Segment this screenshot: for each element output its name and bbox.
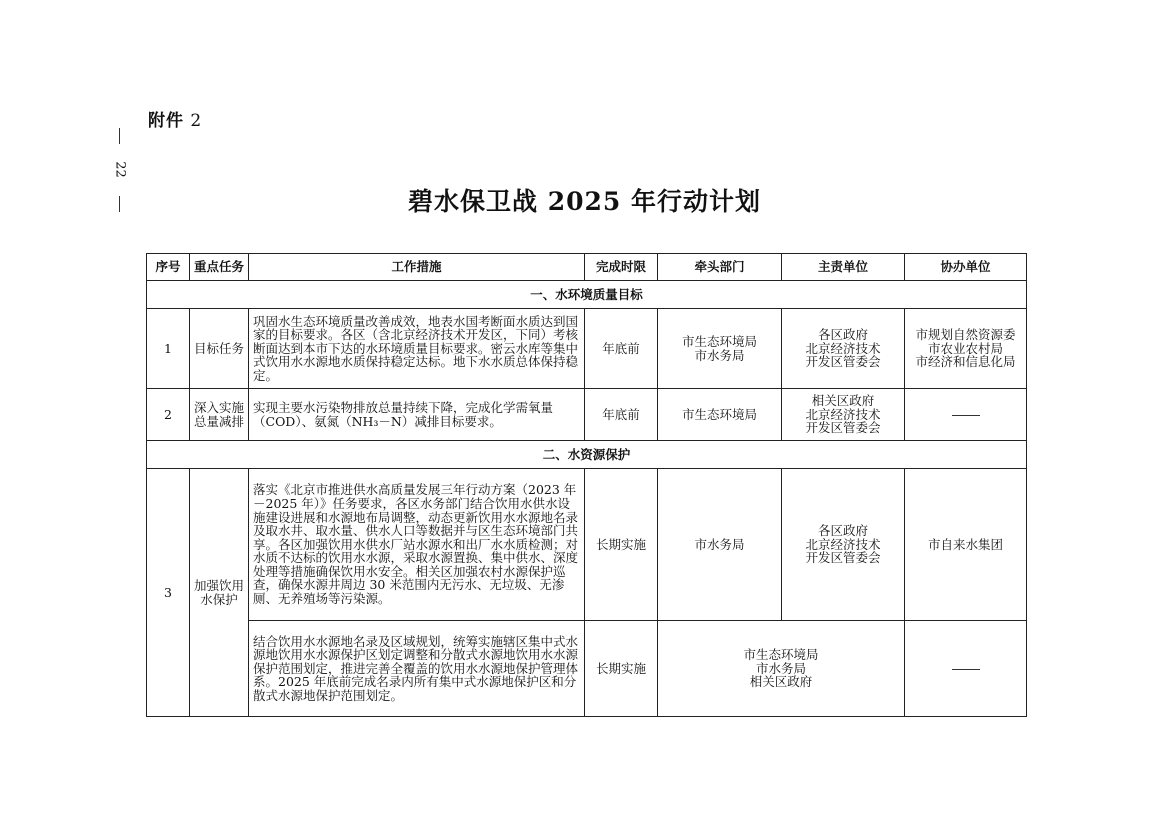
action-plan-table: [146, 253, 1027, 717]
table-row: [147, 469, 1027, 621]
header-measure: 工作措施: [249, 254, 585, 281]
cell-assist: 市自来水集团: [905, 469, 1027, 621]
cell-assist: 市规划自然资源委 市农业农村局 市经济和信息化局: [905, 309, 1027, 389]
page-number-top-rule: [119, 128, 120, 144]
section-row: [147, 441, 1027, 469]
cell-assist: [905, 389, 1027, 441]
cell-main: 各区政府 北京经济技术 开发区管委会: [782, 309, 905, 389]
table-row: [147, 621, 1027, 717]
cell-no: 1: [147, 309, 190, 389]
cell-task: 深入实施总量减排: [190, 389, 249, 441]
cell-main: 各区政府 北京经济技术 开发区管委会: [782, 469, 905, 621]
cell-lead-main: 市生态环境局 市水务局 相关区政府: [658, 621, 905, 717]
cell-deadline: 年底前: [585, 309, 658, 389]
cell-assist: [905, 621, 1027, 717]
table-row: [147, 309, 1027, 389]
header-lead: 牵头部门: [658, 254, 782, 281]
section-title: 二、水资源保护: [147, 441, 1027, 469]
empty-dash: [952, 669, 980, 670]
cell-lead: 市水务局: [658, 469, 782, 621]
cell-deadline: 年底前: [585, 389, 658, 441]
annex-prefix: 附件: [148, 111, 184, 131]
header-no: 序号: [147, 254, 190, 281]
cell-measure: 实现主要水污染物排放总量持续下降，完成化学需氧量（COD）、氨氮（NH₃－N）减排目标要求。: [249, 389, 585, 441]
cell-deadline: 长期实施: [585, 469, 658, 621]
cell-task: 加强饮用水保护: [190, 469, 249, 717]
cell-measure: 结合饮用水水源地名录及区域规划，统筹实施辖区集中式水源地饮用水水源保护区划定调整和分散式水源地饮用水水源保护范围划定，推进完善全覆盖的饮用水水源地保护管理体系。2025 年底前完成名录内所有集中式水源地保护区和分散式水源地保护范围划定。: [249, 621, 585, 717]
page-number: 22: [112, 161, 128, 178]
table-row: [147, 389, 1027, 441]
cell-lead: 市生态环境局 市水务局: [658, 309, 782, 389]
header-main: 主责单位: [782, 254, 905, 281]
section-title: 一、水环境质量目标: [147, 281, 1027, 309]
table-header-row: [147, 254, 1027, 281]
cell-main: 相关区政府 北京经济技术 开发区管委会: [782, 389, 905, 441]
cell-task: 目标任务: [190, 309, 249, 389]
header-deadline: 完成时限: [585, 254, 658, 281]
document-title: 碧水保卫战 2025 年行动计划: [408, 187, 761, 216]
cell-measure: 落实《北京市推进供水高质量发展三年行动方案（2023 年－2025 年）》任务要求，各区水务部门结合饮用水供水设施建设进展和水源地布局调整，动态更新饮用水水源地名录及取水井、取水量、供水人口等数据并与区生态环境部门共享。各区加强饮用水供水厂站水源水和出厂水水质检测；对水质不达标的饮用水水源，采取水源置换、集中供水、深度处理等措施确保饮用水安全。相关区加强农村水源保护巡查，确保水源井周边 30 米范围内无污水、无垃圾、无渗厕、无养殖场等污染源。: [249, 469, 585, 621]
cell-no: 3: [147, 469, 190, 717]
annex-number: 2: [190, 111, 203, 131]
header-assist: 协办单位: [905, 254, 1027, 281]
cell-no: 2: [147, 389, 190, 441]
empty-dash: [952, 415, 980, 416]
header-task: 重点任务: [190, 254, 249, 281]
annex-label: [148, 106, 202, 131]
cell-measure: 巩固水生态环境质量改善成效，地表水国考断面水质达到国家的目标要求。各区（含北京经济技术开发区，下同）考核断面达到本市下达的水环境质量目标要求。密云水库等集中式饮用水水源地水质保持稳定达标。地下水水质总体保持稳定。: [249, 309, 585, 389]
section-row: [147, 281, 1027, 309]
cell-lead: 市生态环境局: [658, 389, 782, 441]
cell-deadline: 长期实施: [585, 621, 658, 717]
